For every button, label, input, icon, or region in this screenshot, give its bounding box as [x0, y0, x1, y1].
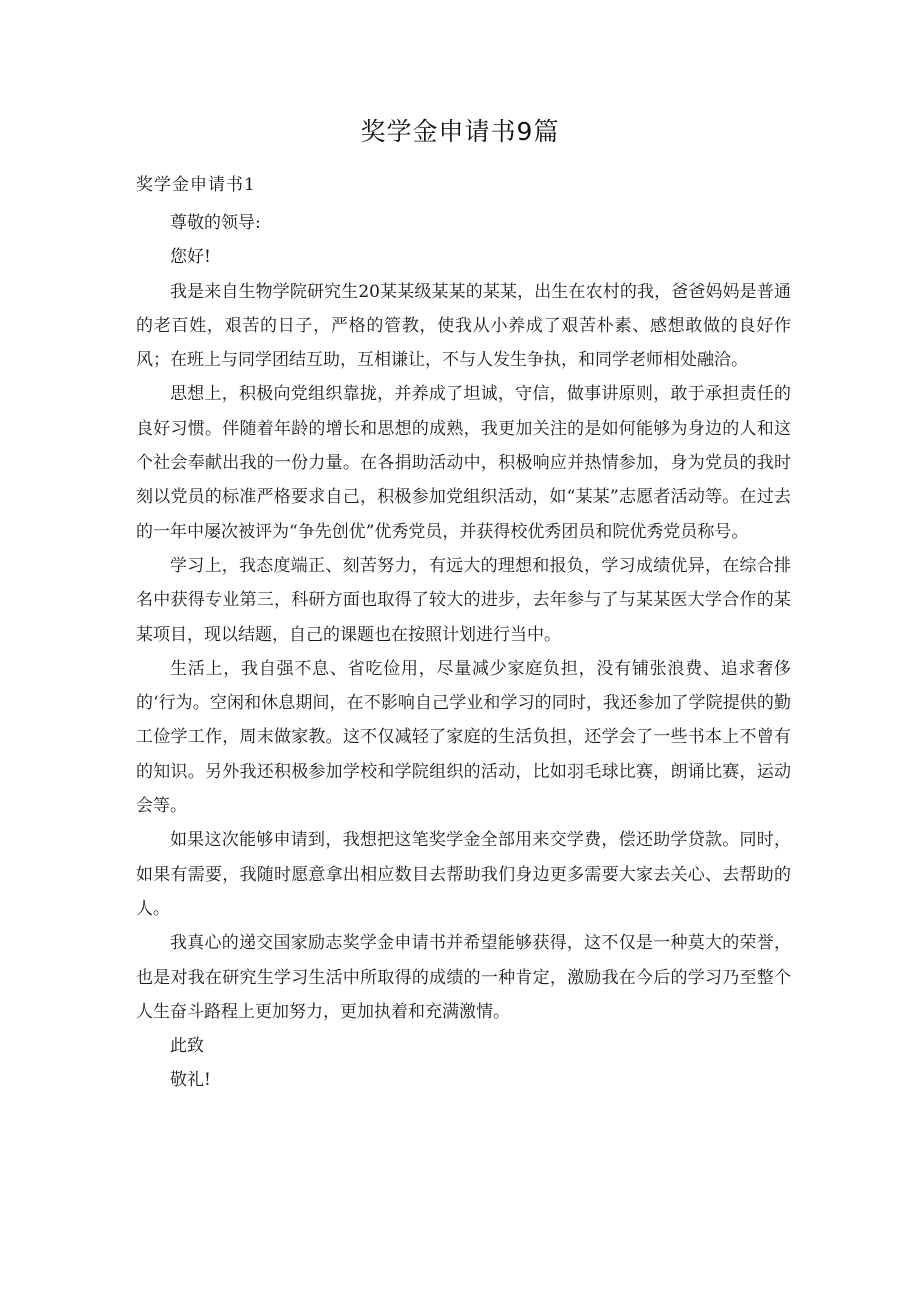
paragraph-study: 学习上，我态度端正、刻苦努力，有远大的理想和报负，学习成绩优异，在综合排名中获得专业第三，科研方面也取得了较大的进步，去年参与了与某某医大学合作的某某项目，现以结题，自己的课题也在按照计划进行当中。: [136, 555, 791, 645]
greeting: 您好!: [170, 247, 211, 268]
section-heading: 奖学金申请书1: [136, 175, 256, 195]
document-title: 奖学金申请书9篇: [360, 117, 560, 146]
paragraph-ideology: 思想上，积极向党组织靠拢，并养成了坦诚，守信，做事讲原则，敢于承担责任的良好习惯。伴随着年龄的增长和思想的成熟，我更加关注的是如何能够为身边的人和这个社会奉献出我的一份力量。在各捐助活动中，积极响应并热情参加，身为党员的我时刻以党员的标准严格要求自己，积极参加党组织活动，如“某某”志愿者活动等。在过去的一年中屡次被评为“争先创优”优秀党员，并获得校优秀团员和院优秀党员称号。: [136, 384, 791, 542]
paragraph-background: 我是来自生物学院研究生20某某级某某的某某，出生在农村的我，爸爸妈妈是普通的老百姓，艰苦的日子，严格的管教，使我从小养成了艰苦朴素、感想敢做的良好作风；在班上与同学团结互助，互相谦让，不与人发生争执，和同学老师相处融洽。: [136, 281, 791, 371]
closing-line-1: 此致: [170, 1036, 204, 1057]
paragraph-life: 生活上，我自强不息、省吃俭用，尽量减少家庭负担，没有铺张浪费、追求奢侈的‘行为。空闲和休息期间，在不影响自己学业和学习的同时，我还参加了学院提供的勤工俭学工作，周末做家教。这不仅减轻了家庭的生活负担，还学会了一些书本上不曾有的知识。另外我还积极参加学校和学院组织的活动，比如羽毛球比赛，朗诵比赛，运动会等。: [136, 658, 791, 817]
paragraph-plan: 如果这次能够申请到，我想把这笔奖学金全部用来交学费，偿还助学贷款。同时，如果有需要，我随时愿意拿出相应数目去帮助我们身边更多需要大家去关心、去帮助的人。: [136, 830, 791, 919]
closing-line-2: 敬礼!: [170, 1070, 211, 1091]
letter-body: [136, 206, 791, 1098]
paragraph-hope: 我真心的递交国家励志奖学金申请书并希望能够获得，这不仅是一种莫大的荣誉，也是对我在研究生学习生活中所取得的成绩的一种肯定，激励我在今后的学习乃至整个人生奋斗路程上更加努力，更加执着和充满激情。: [136, 933, 791, 1022]
salutation: 尊敬的领导:: [170, 213, 261, 233]
